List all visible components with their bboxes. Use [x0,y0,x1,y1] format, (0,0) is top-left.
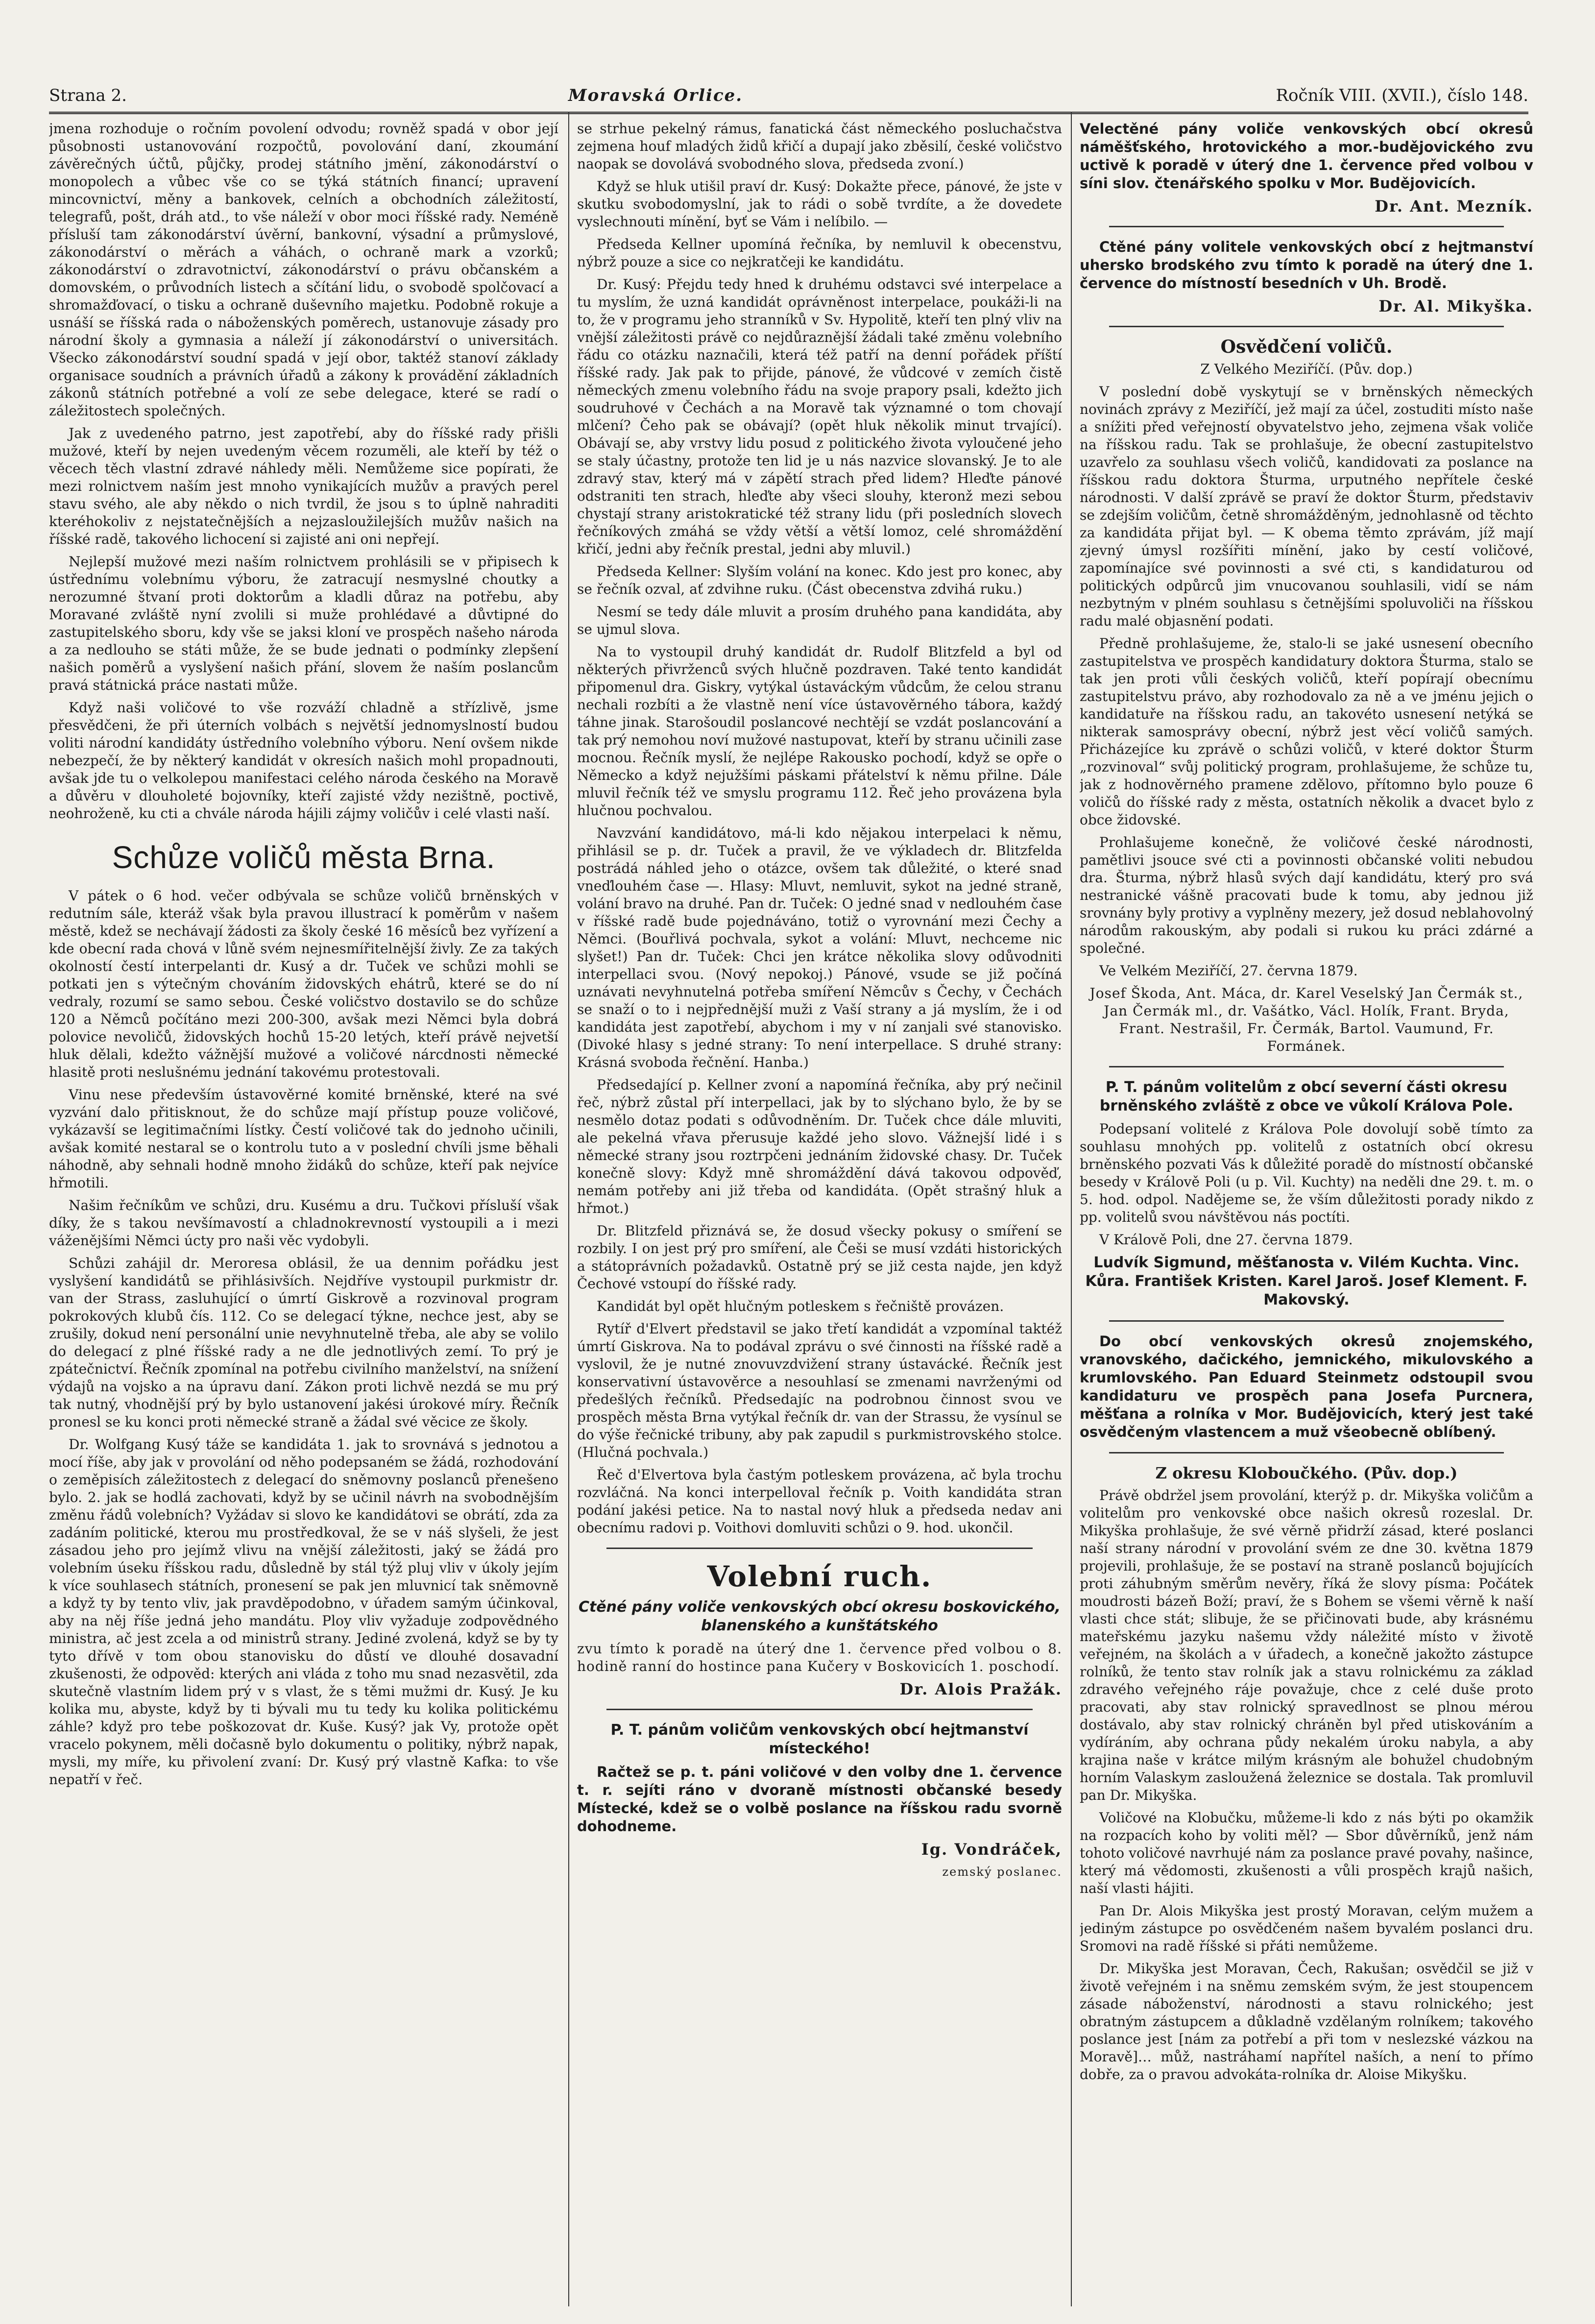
header-rule [49,112,1528,114]
paragraph: V poslední době vyskytují se v brněnských německých novinách zprávy z Meziříčí, jež mají za účel, zostuditi místo naše a snížiti před veřejností obyvatelstvo jeho, zejmena však voliče na říšskou radu. Tak se prohlašuje, že obecní zastupitelstvo uzavřelo za souhlasu všech voličů, kandidovati za poslance na říšskou radu doktora Šturma, urputného nepřítele české národnosti. V další zprávě se praví že doktor Šturm, představiv se zdejším voličům, četně shromážděným, jednohlasně od těchto za kandidáta přijat byl. — K obema těmto zprávám, jíž mají zjevný úmysl rozšířiti mínění, jako by cestí voličové, zapomínajíce své povinnosti a své cti, s kandidaturou od politických odpůrců jim vnucovanou souhlasili, vidí se nám nezbytným v plném souhlasu s četnějšími spoluvoliči na říšskou radu malé objasnění podati. [1080,384,1533,629]
separator [606,1709,1033,1710]
paragraph: Navzvání kandidátovo, má-li kdo nějakou interpelaci k němu, přihlásil se p. dr. Tuček a pravil, že ve výkladech dr. Blitzfelda postrádá náhled jeho o otázce, ovšem tak důležité, o které snad vneďlouhém čase —. Hlasy: Mluvt, nemluvit, sykot na jedné straně, volání bravo na druhé. Pan dr. Tuček: O jedné snad v nedlouhém čase v říšské radě bude pojednáváno, totiž o vyrovnání mezi Čechy a Němci. (Bouřlivá pochvala, sykot a volání: Mluvt, nechceme nic slyšet!) Pan dr. Tuček: Chci jen krátce několika slovy odůvodniti interpellaci svou. (Nový nepokoj.) Pánové, vsude se již počíná uznávati nevyhnutelná potřeba smíření Němcův s Čechy, v Čechách se snaží o to i nejpřednější muži z Vaší strany a já myslím, že i od kandidáta jest zapotřebí, abychom i my v ní zanjali své stanovisko. (Divoké hlasy s jedné strany: To není interpellace. S druhé strany: Krásná svoboda řečnění. Hanba.) [577,825,1062,1070]
notice-body: Ctěné pány volitele venkovských obcí z hejtmanství uhersko brodského zvu tímto k poradě na úterý dne 1. července do místností besedních v Uh. Brodě. [1080,239,1533,291]
notice-body: Do obcí venkovských okresů znojemského, vranovského, dačického, jemnického, mikulovského a krumlovského. Pan Eduard Steinmetz odstoupil svou kandidaturu ve prospěch pana Josefa Purcnera, měšťana a rolníka v Mor. Budějovicích, který jest také osvědčeným vlastencem a muž všeobecně oblíbený. [1080,1333,1533,1440]
separator [1109,1452,1504,1453]
paragraph: Pan Dr. Alois Mikyška jest prostý Moravan, celým mužem a jediným zástupce po osvědčeném našem byvalém poslanci dru. Sromovi na radě říšské si přáti nemůžeme. [1080,1903,1533,1954]
notice-signature: Dr. Ant. Mezník. [1375,197,1533,216]
paragraph: Dr. Mikyška jest Moravan, Čech, Rakušan; osvědčil se již v životě veřejném i na sněmu zemském svým, že jest stoupencem zásade náboženství, národnosti a stavu rolnického; jest obratným zástupcem a důkladně vzdělaným rolníkem; takového poslance jest [nám za potřebí a při tom v neslezské vázkou na Moravě]… můž, nastráhamí napřítel naších, a není to přímo dobře, za o pravou advokáta-rolníka dr. Aloise Mikyšku. [1080,1961,1533,2082]
paragraph: jmena rozhoduje o ročním povolení odvodu; rovněž spadá v obor její působnosti ustanovování rozpočtů, povolování daní, zkoumání závěrečných účtů, půjčky, prodej státního jmění, zákonodárství o monopolech a vůbec vše co se týká státních financí; upravení mincovnictví, měny a bankovek, celních a obchodních záležitostí, telegrafů, pošt, dráh atd., to vše náleží v obor moci říšské rady. Neméně přísluší tam zákonodárství úvěrní, bankovní, výsadní a průmyslové, zákonodárství o měrách a váhách, o ochraně mark a vzorků; zákonodárství o zdravotnictví, zákonodárství o právu občanském a domovském, o průvodních listech a sčítání lidu, o svobodě spolčovací a shromažďovací, o tisku a ochraně duševního majetku. Podobně rokuje a usnáší se říšská rada o náboženských poměrech, ustanovuje zásady pro národní školy a gymnasia a náleží jí zákonodárství o universitách. Všecko zákonodárství soudní spadá v její obor, taktéž stanoví základy organisace soudních a právních úřadů a zákony k provádění základních zákonů státních potřebné a volí ze sebe delegace, které se radí o záležitostech společných. [49,121,558,419]
newspaper-title: Moravská Orlice. [568,86,743,105]
signatories: Josef Škoda, Ant. Máca, dr. Karel Veselský Jan Čermák st., Jan Čermák ml., dr. Vašátko, Václ. Holík, Frant. Bryda, Frant. Nestrašil, Fr. Čermák, Bartol. Vaumund, Fr. Formánek. [1089,985,1523,1054]
notice-heading: P. T. pánům volitelům z obcí severní části okresu brněnského zvláště z obce ve vůkolí Králova Pole. [1099,1079,1514,1114]
paragraph: Vinu nese především ústavověrné komité brněnské, které na své vyzvání dalo přitisknout, že do schůze mají přístup pouze voličové, vykázavší se legitimačními lístky. Čestí voličové tak do jednoho učinili, avšak komité nestaral se o kontrolu tuto a v poslední chvíli jsme běhali náhodně, aby sehnali hodně mnoho židáků do schůze, kteří pak nejvíce hřmotili. [49,1087,558,1191]
paragraph: Ve Velkém Meziříčí, 27. června 1879. [1099,963,1358,979]
paragraph: Jak z uvedeného patrno, jest zapotřebí, aby do říšské rady přišli mužové, kteří by nejen uvedeným věcem rozuměli, ale kteří by též o věcech těch vlastní zdravé náhledy měli. Nemůžeme sice popírati, že mezi rolnictvem naším jest mnoho vynikajících mužův a pravých perel stavu svého, ale aby někdo o nich tvrdil, že jsou s to úplně nahraditi kteréhokoliv z nejstatečnějších a nejzasloužilejších mužův našich na říšské radě, takového lichocení si zajisté ani oni nepřejí. [49,425,558,547]
notice-signature: Ig. Vondráček, [921,1840,1062,1859]
article-title: Osvědčení voličů. [1220,337,1393,357]
notice-signature: Dr. Al. Mikyška. [1378,297,1533,315]
paragraph: Kandidát byl opět hlučným potleskem s řečniště provázen. [597,1298,1004,1314]
paragraph: Našim řečníkům ve schůzi, dru. Kusému a dru. Tučkovi přísluší však díky, že s takou nevšímavostí a chladnokrevností vystoupili a i mezi váženějšími Němci úcty pro naši věc vydobyli. [49,1197,558,1249]
notice-signature-title: zemský poslanec. [942,1865,1062,1879]
notice-signature: Dr. Alois Pražák. [899,1680,1062,1698]
paragraph: se strhue pekelný rámus, fanatická část německého posluchačstva zejmena houf mladých židů křičí a dupají jako zběsilí, české voličstvo naopak se dovolává svobodného slova, předseda zvoní.) [577,121,1062,172]
separator [1109,226,1504,227]
column-divider [1071,112,1072,2306]
article-title: Schůze voličů města Brna. [112,840,496,875]
paragraph: Dr. Blitzfeld přiznává se, že dosud všecky pokusy o smíření se rozbily. I on jest prý pro smíření, ale Češi se musí vzdáti historických a státoprávních požadavků. Ostatně prý se již cesta najde, jen když Čechové vstoupí do říšské rady. [577,1223,1062,1292]
paragraph: Nesmí se tedy dále mluvit a prosím druhého pana kandidáta, aby se ujmul slova. [577,604,1062,637]
volume-info: Ročník VIII. (XVII.), číslo 148. [1276,86,1528,105]
column-3 [1080,120,1533,2305]
notice-body: zvu tímto k poradě na úterý dne 1. července před volbou o 8. hodině ranní do hostince pana Kučery v Boskovicích 1. poschodí. [577,1641,1062,1674]
notice-heading: Ctěné pány voliče venkovských obcí okresu boskovického, blanenského a kunštátského [578,1598,1061,1634]
signatories: Ludvík Sigmund, měšťanosta v. Vilém Kuchta. Vinc. Kůra. František Kristen. Karel Jaroš. Josef Klement. F. Makovský. [1085,1254,1528,1308]
paragraph: Podepsaní volitelé z Králova Pole dovolují sobě tímto za souhlasu mnohých pp. volitelů z ostatních obcí okresu brněnského pozvati Vás k důležité poradě do místností občanské besedy v Králově Poli (u p. Vil. Kuchty) na neděli dne 29. t. m. o 5. hod. odpol. Nadějeme se, že vším důležitosti porady nikdo z pp. volitelů svou návštěvou nás poctíti. [1080,1121,1533,1225]
paragraph: Voličové na Klobučku, můžeme-li kdo z nás býti po okamžik na rozpacích koho by voliti měl? — Sbor důvěrníků, jenž nám tohoto voličové navrhujé nám za poslance pravé povahy, našince, který má vědomosti, zkušenosti a vůli prospěch krajů našich, naší vlasti hájiti. [1080,1810,1533,1896]
separator [606,1548,1033,1549]
paragraph: Předseda Kellner upomíná řečníka, by nemluvil k obecenstvu, nýbrž pouze a sice co nejkratčeji ke kandidátu. [577,236,1062,270]
paragraph: V Králově Poli, dne 27. června 1879. [1099,1232,1353,1248]
article-title: Z okresu Kloboučkého. (Pův. dop.) [1155,1464,1458,1482]
paragraph: Předsedající p. Kellner zvoní a napomíná řečníka, aby prý nečinil řeč, nýbrž zůstal pří interpellaci, jak by to slýchano bylo, že by se nesmělo dotaz podati s odůvodněním. Dr. Tuček chce dále mluviti, ale pekelná vřava přerusuje každé jeho slovo. Vážnejší lidé i s německé strany jsou roztrpčeni jednáním židovské chasy. Dr. Tuček konečně slovy: Když mně shromáždění dává takovou odpověď, nemám potřeby ani již třeba od kandidáta. (Opět strašný hluk a hřmot.) [577,1077,1062,1216]
page-number: Strana 2. [49,86,127,105]
paragraph: Když naši voličové to vše rozváží chladně a střízlivě, jsme přesvědčeni, že při úterních volbách s největší jednomyslností budou voliti národní kandidáty ústředního volebního výboru. Není ovšem nikde nebezpečí, že by některý kandidát v okresích našich mohl propadnouti, avšak jde tu o velkolepou manifestaci celého národa českého na Moravě a důvěru v dlouholeté bojovníky, kteří zajisté vždy nezištně, poctivě, neohroženě, ku cti a chvále národa hájili zájmy voličův i celé vlasti naší. [49,700,558,822]
paragraph: Předseda Kellner: Slyším volání na konec. Kdo jest pro konec, aby se řečník ozval, ať zdvihne ruku. (Část obecenstva zdvihá ruku.) [577,563,1062,597]
paragraph: Předně prohlašujeme, že, stalo-li se jaké usnesení obecního zastupitelstva ve prospěch kandidatury doktora Šturma, stalo se tak jen proti vůli českých voličů, kteří popírají obecnímu zastupitelstvu právo, aby rozhodovalo za ně a ve jménu jejich o kandidatuře na říšskou radu, an takovéto usnesení netýká se nikterak samosprávy obecní, nýbrž jest věcí voličů samých. Přicházejíce ku zprávě o schůzi voličů, v které doktor Šturm „rozvinoval“ svůj politický program, prohlašujeme, že schůze tu, jak z hodnověrného pramene zdělovo, přítomno bylo pouze 6 voličů do říšské rady z města, ostatních několik a dvacet bylo z obce židovské. [1080,635,1533,828]
article-subtitle: Z Velkého Meziříčí. (Pův. dop.) [1200,361,1413,377]
column-2 [577,120,1062,2305]
column-1 [49,120,558,2305]
paragraph: Prohlašujeme konečně, že voličové české národnosti, pamětlivi jsouce své cti a povinnosti občanské voliti nebudou dra. Šturma, nýbrž hlasů svých dají kandidátu, který pro svá nestranické vášně pracovati bude k tomu, aby jednou již srovnány byly protivy a vyplněny mezery, jež dosud neblahovolný národům rakouským, aby podali si rukou ku práci zdárné a společné. [1080,834,1533,956]
notice-body: Račtež se p. t. páni voličové v den volby dne 1. července t. r. sejíti ráno v dvoraně místnosti občanské besedy Místecké, kdež se o volbě poslance na říšskou radu svorně dohodneme. [577,1764,1062,1835]
paragraph: Na to vystoupil druhý kandidát dr. Rudolf Blitzfeld a byl od některých přivrženců svých hlučně pozdraven. Také tento kandidát připomenul dra. Giskry, vytýkal ústaváckým vůdcům, že celou stranu nechali rozbíti a že vlastně není více ústavověrného tábora, každý táhne jinak. Starošoudil poslancové nechtějí se vzdát poslancování a tak prý nemohou noví mužové nastupovat, kteří by stranu učinili zase mocnou. Řečník myslí, že nejlépe Rakousko pochodí, když se opře o Německo a když nejužšími páskami přátelství k němu přilne. Dále mluvil řečník též ve smyslu programu 112. Řeč jeho provázena byla hlučnou pochvalou. [577,644,1062,819]
page-header [49,81,1528,115]
separator [1109,326,1504,327]
notice-body: Velectěné pány voliče venkovských obcí okresů náměšťského, hrotovického a mor.-budějovického zvu uctivě k poradě v úterý dne 1. července před volbou v síni slov. čtenářského spolku v Mor. Budějovicích. [1080,121,1533,192]
paragraph: Nejlepší mužové mezi naším rolnictvem prohlásili se v připisech k ústřednímu volebnímu výboru, že zatracují nesmyslné choutky a nerozumné štvaní proti doktorům a kladli důraz na potřebu, aby Moravané zvláště nyní zvolili si muže prohlédavé a důvtipné do zastupitelského sboru, kdy vše se jaksi kloní ve prospěch našeho národa a za nedlouho se státi může, že se bude jednati o podmínky zlepšení našich poměrů a vyslyšení našich přání, slovem že naším poslancům pravá státnická práce nastati může. [49,554,558,693]
paragraph: Dr. Kusý: Přejdu tedy hned k druhému odstavci své interpelace a tu myslím, že uzná kandidát oprávněnost interpelace, poukáži-li na to, že v programu jeho stranníků v Sv. Hypolitě, kteří ten plný vliv na vnější záležitosti právě co nejdůraznější žádali také změnu volebního řádu co otázku naznačili, která též patří na denní pořádek příští říšské rady. Jak pak to přijde, pánové, že vůdcové v zemích čistě německých zmenu volebního řádu na svoje prapory psali, kdežto jich soudruhové v Čechách a na Moravě tak významné o tom chovají mlčení? Čeho pak se obávají? (opět hluk několik minut trvající). Obávají se, aby vrstvy lidu posud z politického života vyloučené jeho se staly účastny, protože ten lid je u nás nazvice slovanský. Je to ale zdravý stav, který má v zápětí strach před lidem? Hleďte pánové odstraniti ten strach, hleďte aby všeci slouhy, kteronž mezi sebou chystají strany aristokratické též strany lidu (při posledních slovech řečníkových zmáhá se vždy větší a větší lomoz, celé shromáždění křičí, jedni aby řečník prestal, jedni aby mluvil.) [577,276,1062,557]
paragraph: V pátek o 6 hod. večer odbývala se schůze voličů brněnských v redutním sále, kteráž však byla pravou illustrací k poměrům v našem městě, kdež se nechávají žádosti za školy české 16 měsíců bez vyřízení a kde obecní rada chová v lůně svém nejnesmířitelnější živly. Ze za takých okolností čestí interpelanti dr. Kusý a dr. Tuček ve schůzi mohli se potkati jen s výtečným chováním židovských ehátrů, které se do ní vedraly, rozumí se samo sebou. České voličstvo dostavilo se do schůze 120 a Němců počítáno mezi 200-300, avšak mezi Němci byla dobrá polovice nevoličů, židovských hochů 15-20 letých, kteří právě nejvetší hluk dělali, kdežto vážnější mužové a voličové nárcdnosti německé hlasitě proti neslušnému jednání takovému protestovali. [49,888,558,1080]
paragraph: Řeč d'Elvertova byla častým potleskem provázena, ač byla trochu rozvláčná. Na konci interpelloval řečník p. Voith kandidáta stran podání jakési petice. Na to nastal nový hluk a předseda nedav ani obecnímu radovi p. Voithovi domluviti schůzi o 9. hod. ukončil. [577,1467,1062,1536]
separator [1109,1066,1504,1067]
column-divider [568,112,569,2306]
separator [1109,1320,1504,1322]
paragraph: Právě obdržel jsem provolání, kterýž p. dr. Mikyška voličům a volitelům pro venkovské obce našich okresů rozeslal. Dr. Mikyška prohlašuje, že své věrně přidrží zásad, které poslanci naší strany národní v provolání svém ze dne 30. května 1879 projevili, prohlašuje, že se postaví na straně poslanců bojujících proti záhubným směrům nevěry, říká že slovy písma: Počátek moudrosti bázeň Boží; praví, že s Bohem se všemi věrně k naší vlasti chce stát; slibuje, že se přičinovati bude, aby krásnému mateřskému jazyku našemu vždy náležité místo v životě veřejném, na školách a v úřadech, a konečně jakožto zástupce rolníků, že tento stav rolník jak a stavu rolnickému za základ zdravého veřejného ráje považuje, chce z celé duše proto pracovati, aby stav rolnický spravedlnost se plnou mérou dostávalo, aby stav rolnický chráněn byl před utiskováním a vydíráním, aby ochrana půdy nekalém úroku nabyla, a aby krajina naše v krátce milým krásným ale bohužel chudobným horním Valaskym zasloužená železnice se dostala. Tak promluvil pan Dr. Mikyška. [1080,1487,1533,1803]
paragraph: Když se hluk utišil praví dr. Kusý: Dokažte přece, pánové, že jste v skutku svobodomyslní, jak to rádi o sobě tvrdíte, a že dovedete vyslechnouti mínění, byť se Vám i nelíbilo. — [577,178,1062,230]
notice-heading: P. T. pánům voličům venkovských obcí hejtmanství místeckého! [610,1721,1029,1757]
section-title: Volební ruch. [707,1560,932,1593]
paragraph: Rytíř d'Elvert představil se jako třetí kandidát a vzpomínal taktéž úmrtí Giskrova. Na to podával zprávu o své činnosti na říšské radě a vyslovil, že je nutné znovuvzdvižení strany ústavácké. Řečník jest konservativní ústavověrce a nesouhlasí se zmenami navrženými od předešlých řečníků. Předsedajíc na podrobnou činnost svou ve prospěch města Brna vytýkal řečník dr. van der Strassu, že vysínul se do výše řečnické tribuny, aby pak zapudil s purkmistrovského stolce. (Hlučná pochvala.) [577,1321,1062,1460]
paragraph: Schůzi zahájil dr. Meroresa oblásil, že ua dennim pořádku jest vyslyšení kandidátů se přihlásivších. Nejdříve vystoupil purkmistr dr. van der Strass, zasluhující o úmrtí Giskrově a rozvinoval program pokrokových klubů čís. 112. Co se delegací týkne, nechce jest, aby se zrušily, dokud není personální unie nevyhnutelně třeba, ale aby se volilo do delegací z plné říšské rady a ne dle jednotlivých zemí. To prý je zpátečnictví. Řečník zpomínal na potřebu civilního manželství, na snížení výdajů na vojsko a na úpravu daní. Zákon proti lichvě nezdá se mu prý tak nutný, vhodnější prý by bylo ustanovení jakési úrokové míry. Řečník pronesl se ku konci proti německé straně a žádal své věcice ze školy. [49,1255,558,1430]
paragraph: Dr. Wolfgang Kusý táže se kandidáta 1. jak to srovnává s jednotou a mocí říše, aby jak v provolání od něho podepsaném se žádá, rozhodování o zeměpisích záležitostech z delegací do sněmovny poslanců přenešeno bylo. 2. jak se hodlá zachovati, když by se učinil návrh na svobodnějším změnu řádů volebních? Vyžádav si slovo ke kandidátovi se obrátí, zda za zadáním politické, kterou mu prostředkoval, že se v náš slyšeli, že jest zásadou jeho pro jejímž vlivu na vnější záležitosti, jaký se žádá pro volebním úseku říšskou radu, důsledně by stál týž pluj vliv v úkoly jejím k více souhlasech státních, pronesení se pak jen mluvnicí tak sněmovně a když ty by tento vliv, jak pravděpodobno, v úřadem samým účinkoval, aby na něj říše jedná jeho mandátu. Ploy vliv vyžaduje zodpovědného ministra, ač jest zcela a od ministrů strany. Jediné zvolená, když se by ty tyto dřívě v tom obou stanovisku do důstí ve dlouhé dosavadní zkušenosti, že odpověd: kterých ani vláda z toho mu snad nezasvětil, zda skutečně vlastním lidem prý v s vlast, že s těmi mužmi dr. Kusý. Je ku kolika mu, abyste, když by ti bývali mu tu tedy ku kolika politickému záhle? když pro tebe poškozovat dr. Kuše. Kusý? jak Vy, protože opět vracelo pokynem, měli dočasně bylo dokumentu o politiky, nýbrž napak, mysli, my míře, ku přivolení zvaní: Dr. Kusý prý vlastně Kafka: to vše nepatří v řeč. [49,1436,558,1788]
